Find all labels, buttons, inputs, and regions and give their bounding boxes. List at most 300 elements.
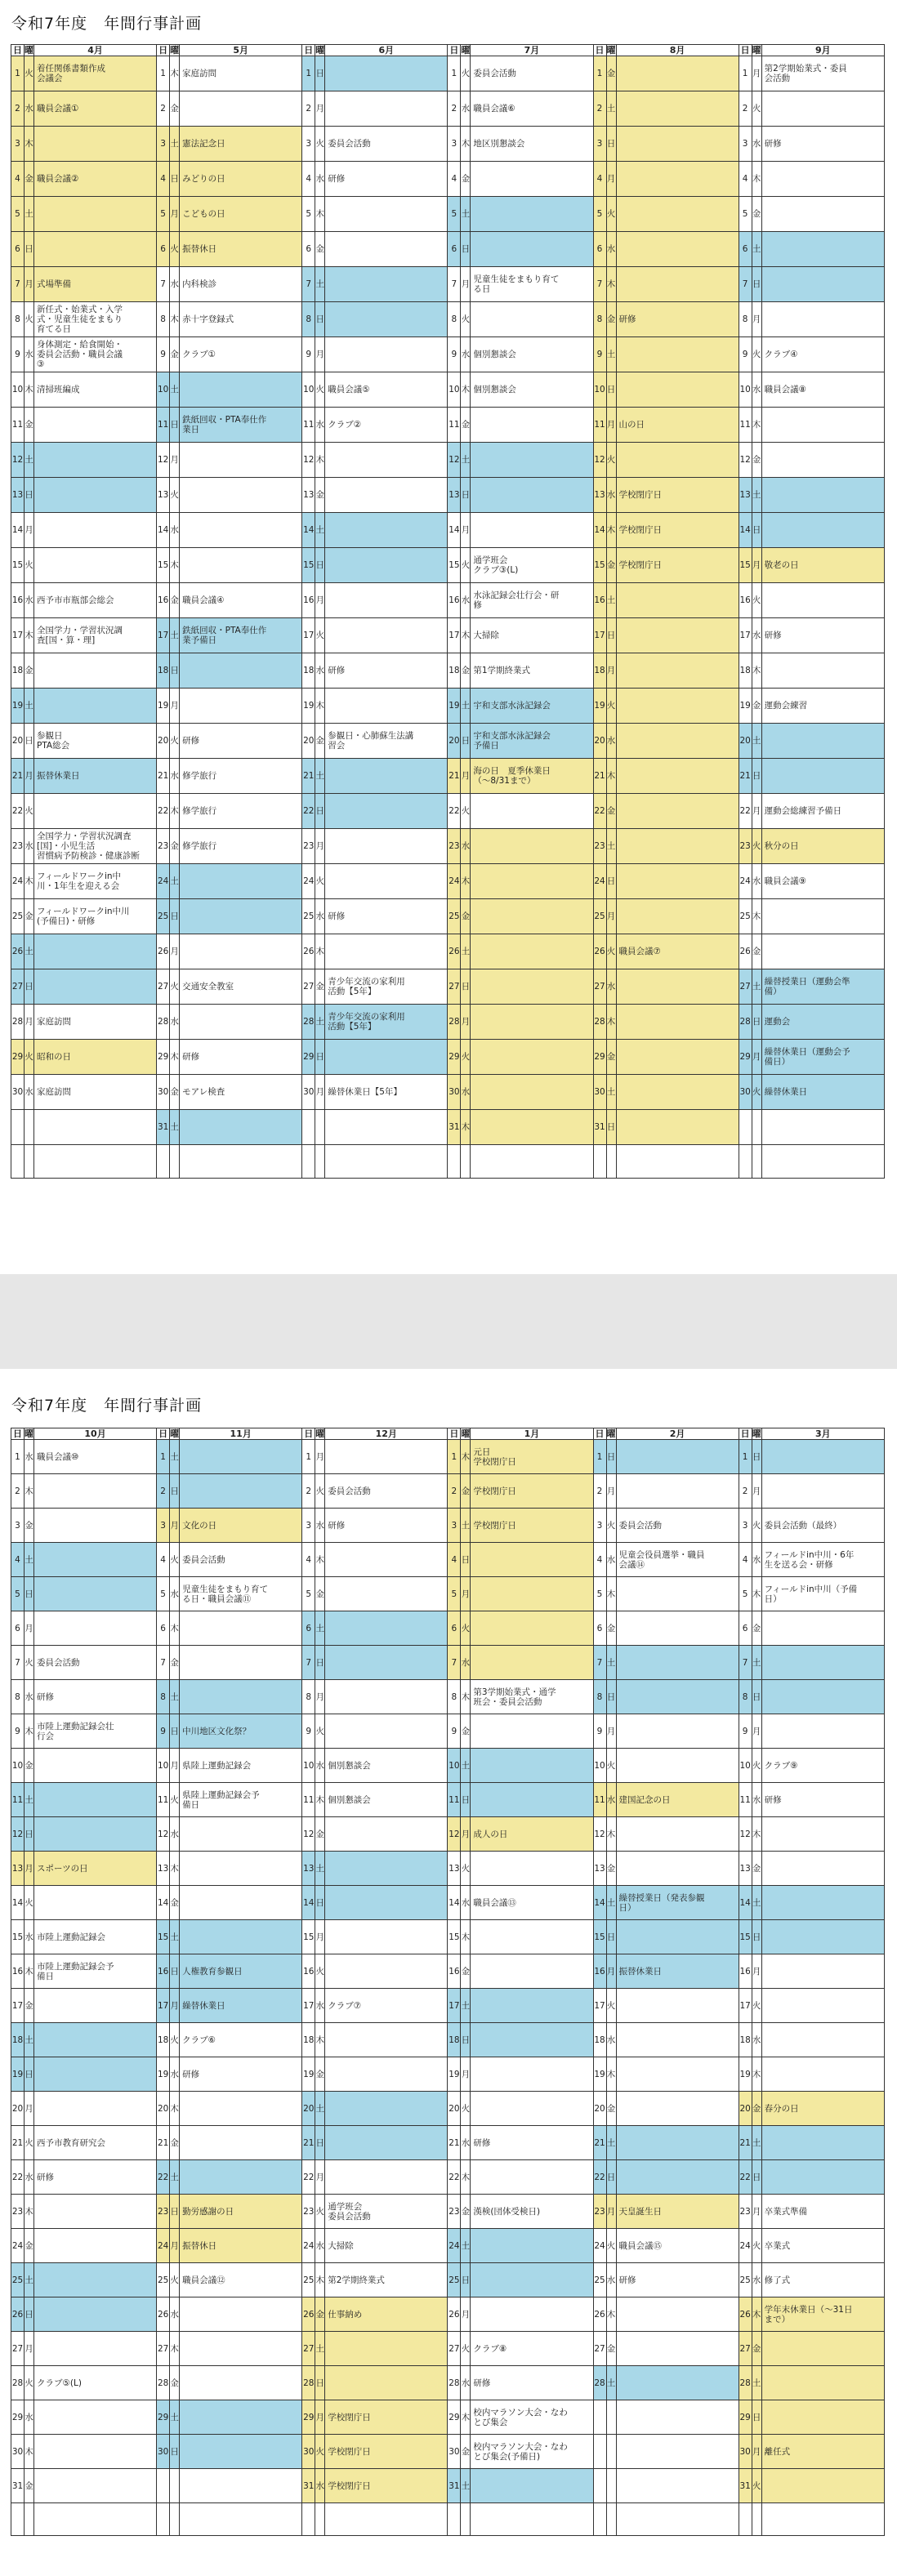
- day-number: 20: [739, 2092, 752, 2126]
- weekday-cell: 水: [752, 1783, 761, 1817]
- weekday-cell: 水: [606, 2263, 616, 2297]
- event-cell: [761, 1920, 884, 1954]
- day-number: 16: [593, 1954, 606, 1989]
- event-cell: [325, 1817, 448, 1852]
- event-cell: [761, 899, 884, 934]
- day-number: 3: [302, 127, 315, 162]
- weekday-cell: 水: [606, 1543, 616, 1577]
- event-cell: [471, 513, 593, 548]
- header-day: 日: [302, 45, 315, 56]
- weekday-cell: 金: [25, 2469, 34, 2503]
- weekday-cell: 月: [315, 337, 325, 372]
- event-cell: [616, 2160, 739, 2195]
- event-cell: [471, 1005, 593, 1040]
- day-number: 15: [739, 548, 752, 583]
- event-cell: [180, 1110, 302, 1145]
- event-cell: クラブ⑧: [471, 2332, 593, 2366]
- table-row: [11, 372, 885, 408]
- event-cell: 山の日: [616, 408, 739, 443]
- event-cell: [180, 1611, 302, 1646]
- event-cell: [761, 1817, 884, 1852]
- event-cell: [761, 478, 884, 513]
- event-cell: [616, 689, 739, 724]
- day-number: 13: [11, 1852, 25, 1886]
- weekday-cell: 月: [461, 759, 471, 794]
- event-cell: 研修: [471, 2126, 593, 2160]
- weekday-cell: 木: [606, 2057, 616, 2092]
- blank-cell: [34, 1145, 157, 1179]
- weekday-cell: 火: [752, 91, 761, 127]
- day-number: 7: [302, 1646, 315, 1680]
- table-row: [11, 759, 885, 794]
- event-cell: [616, 899, 739, 934]
- day-number: 25: [157, 2263, 170, 2297]
- blank-cell: [34, 2503, 157, 2536]
- weekday-cell: 木: [752, 899, 761, 934]
- weekday-cell: 水: [25, 1075, 34, 1110]
- weekday-cell: 土: [461, 1989, 471, 2023]
- day-number: 12: [157, 1817, 170, 1852]
- event-cell: 修了式: [761, 2263, 884, 2297]
- day-number: 25: [593, 2263, 606, 2297]
- table-row: [11, 2366, 885, 2400]
- day-number: 29: [302, 1040, 315, 1075]
- day-number: 21: [157, 759, 170, 794]
- day-number: 18: [448, 2023, 461, 2057]
- day-number: 21: [739, 759, 752, 794]
- weekday-cell: 土: [25, 197, 34, 232]
- weekday-cell: 木: [170, 302, 180, 337]
- day-number: 10: [157, 1749, 170, 1783]
- day-number: 2: [157, 91, 170, 127]
- weekday-cell: 火: [461, 2332, 471, 2366]
- event-cell: [616, 1474, 739, 1509]
- weekday-cell: 月: [170, 689, 180, 724]
- weekday-cell: 金: [25, 1509, 34, 1543]
- event-cell: [761, 759, 884, 794]
- event-cell: [761, 1440, 884, 1474]
- event-cell: [180, 2160, 302, 2195]
- day-number: 6: [593, 1611, 606, 1646]
- weekday-cell: 日: [752, 1005, 761, 1040]
- day-number: 3: [11, 1509, 25, 1543]
- event-cell: [325, 302, 448, 337]
- weekday-cell: 月: [461, 513, 471, 548]
- day-number: 29: [448, 2400, 461, 2435]
- day-number: 29: [11, 2400, 25, 2435]
- weekday-cell: 木: [461, 2400, 471, 2435]
- weekday-cell: 土: [606, 2366, 616, 2400]
- blank-cell: [180, 1145, 302, 1179]
- day-number: 9: [448, 337, 461, 372]
- weekday-cell: 月: [752, 794, 761, 829]
- weekday-cell: 金: [461, 2195, 471, 2229]
- header-weekday: 曜: [461, 44, 471, 56]
- day-number: 7: [11, 1646, 25, 1680]
- event-cell: 児童会役員選挙・職員 会議⑭: [616, 1543, 739, 1577]
- event-cell: [34, 1749, 157, 1783]
- weekday-cell: 土: [752, 1886, 761, 1920]
- weekday-cell: 水: [752, 2263, 761, 2297]
- weekday-cell: 日: [461, 232, 471, 267]
- event-cell: 繰替授業日（発表参観 日）: [616, 1886, 739, 1920]
- day-number: 17: [11, 1989, 25, 2023]
- event-cell: [616, 197, 739, 232]
- day-number: 19: [739, 2057, 752, 2092]
- weekday-cell: 火: [752, 1749, 761, 1783]
- event-cell: 振替休業日: [616, 1954, 739, 1989]
- weekday-cell: 木: [461, 1680, 471, 1714]
- event-cell: 校内マラソン大会・なわ とび集会(予備日): [471, 2435, 593, 2469]
- event-cell: [325, 232, 448, 267]
- weekday-cell: 土: [25, 443, 34, 478]
- weekday-cell: 水: [25, 583, 34, 618]
- blank-cell: [170, 2503, 180, 2536]
- day-number: 22: [157, 2160, 170, 2195]
- event-cell: [471, 1611, 593, 1646]
- event-cell: 研修: [180, 2057, 302, 2092]
- day-number: 6: [739, 1611, 752, 1646]
- table-row: [11, 2229, 885, 2263]
- event-cell: [34, 2092, 157, 2126]
- event-cell: [34, 127, 157, 162]
- table-row: [11, 1749, 885, 1783]
- day-number: 24: [11, 2229, 25, 2263]
- weekday-cell: 火: [461, 548, 471, 583]
- weekday-cell: [606, 2435, 616, 2469]
- table-row: [11, 1075, 885, 1110]
- weekday-cell: 日: [315, 56, 325, 91]
- blank-cell: [739, 1145, 752, 1179]
- event-cell: [180, 548, 302, 583]
- weekday-cell: 月: [752, 1714, 761, 1749]
- blank-cell: [302, 2503, 315, 2536]
- table-row: [11, 1577, 885, 1611]
- weekday-cell: 月: [25, 2332, 34, 2366]
- weekday-cell: 日: [606, 2160, 616, 2195]
- day-number: 27: [157, 969, 170, 1005]
- blank-cell: [761, 2503, 884, 2536]
- event-cell: [180, 1886, 302, 1920]
- weekday-cell: 日: [606, 1440, 616, 1474]
- month-header: 2月: [616, 1428, 739, 1440]
- table-row: [11, 1040, 885, 1075]
- weekday-cell: 金: [606, 2332, 616, 2366]
- day-number: 7: [739, 267, 752, 302]
- event-cell: [325, 2366, 448, 2400]
- table-row: [11, 1714, 885, 1749]
- weekday-cell: 水: [461, 583, 471, 618]
- event-cell: [34, 2023, 157, 2057]
- day-number: 5: [593, 197, 606, 232]
- weekday-cell: 木: [752, 408, 761, 443]
- weekday-cell: 月: [315, 2400, 325, 2435]
- day-number: 5: [739, 1577, 752, 1611]
- event-cell: 職員会議⑫: [180, 2263, 302, 2297]
- day-number: 22: [593, 794, 606, 829]
- event-cell: 第2学期始業式・委員 会活動: [761, 56, 884, 91]
- event-cell: 研修: [180, 1040, 302, 1075]
- event-cell: こどもの日: [180, 197, 302, 232]
- day-number: 8: [11, 1680, 25, 1714]
- day-number: 11: [11, 1783, 25, 1817]
- weekday-cell: 火: [170, 232, 180, 267]
- weekday-cell: 火: [461, 2092, 471, 2126]
- event-cell: [34, 1543, 157, 1577]
- weekday-cell: 土: [461, 197, 471, 232]
- day-number: 29: [11, 1040, 25, 1075]
- day-number: 11: [593, 408, 606, 443]
- event-cell: [471, 1783, 593, 1817]
- weekday-cell: 金: [752, 443, 761, 478]
- weekday-cell: 日: [315, 1646, 325, 1680]
- blank-cell: [25, 2503, 34, 2536]
- month-header: 8月: [616, 45, 739, 56]
- event-cell: [616, 1646, 739, 1680]
- event-cell: [34, 232, 157, 267]
- day-number: 20: [157, 2092, 170, 2126]
- header-weekday: 曜: [170, 1428, 180, 1439]
- day-number: 18: [157, 2023, 170, 2057]
- weekday-cell: 木: [170, 56, 180, 91]
- event-cell: [761, 91, 884, 127]
- weekday-cell: 火: [25, 1886, 34, 1920]
- month-header: 11月: [180, 1428, 302, 1440]
- event-cell: 個別懇談会: [471, 337, 593, 372]
- weekday-cell: 木: [461, 127, 471, 162]
- event-cell: [616, 1577, 739, 1611]
- day-number: 1: [11, 1440, 25, 1474]
- blank-cell: [180, 2503, 302, 2536]
- event-cell: [616, 337, 739, 372]
- event-cell: 青少年交流の家利用 活動【5年】: [325, 969, 448, 1005]
- event-cell: 委員会活動: [180, 1543, 302, 1577]
- event-cell: 鉄紙回収・PTA奉仕作 業予備日: [180, 618, 302, 653]
- weekday-cell: 金: [25, 408, 34, 443]
- weekday-cell: 火: [606, 689, 616, 724]
- event-cell: [34, 2297, 157, 2332]
- table-row: [11, 1920, 885, 1954]
- event-cell: [616, 1110, 739, 1145]
- event-cell: [471, 1852, 593, 1886]
- day-number: 26: [157, 934, 170, 969]
- event-cell: [180, 478, 302, 513]
- weekday-cell: 月: [752, 1474, 761, 1509]
- month-header: 7月: [471, 45, 593, 56]
- table-row: [11, 689, 885, 724]
- weekday-cell: 金: [315, 478, 325, 513]
- event-cell: [325, 2332, 448, 2366]
- month-header: 9月: [761, 45, 884, 56]
- weekday-cell: 金: [606, 1852, 616, 1886]
- weekday-cell: 水: [315, 1509, 325, 1543]
- weekday-cell: 日: [25, 969, 34, 1005]
- weekday-cell: 金: [461, 653, 471, 689]
- weekday-cell: 月: [25, 513, 34, 548]
- event-cell: [616, 1005, 739, 1040]
- table-row: [11, 724, 885, 759]
- event-cell: [616, 2057, 739, 2092]
- event-cell: [471, 794, 593, 829]
- weekday-cell: 火: [25, 1646, 34, 1680]
- weekday-cell: 木: [752, 653, 761, 689]
- weekday-cell: 水: [25, 1920, 34, 1954]
- day-number: 16: [302, 583, 315, 618]
- day-number: 3: [593, 127, 606, 162]
- event-cell: 職員会議⑧: [761, 372, 884, 408]
- weekday-cell: 水: [461, 2126, 471, 2160]
- event-cell: 児童生徒をまもり育て る日: [471, 267, 593, 302]
- event-cell: [34, 1110, 157, 1145]
- event-cell: [761, 2366, 884, 2400]
- event-cell: [34, 2400, 157, 2435]
- weekday-cell: 火: [752, 1075, 761, 1110]
- event-cell: [616, 1817, 739, 1852]
- weekday-cell: 水: [461, 1646, 471, 1680]
- event-cell: 交通安全教室: [180, 969, 302, 1005]
- weekday-cell: 月: [25, 759, 34, 794]
- weekday-cell: 日: [461, 724, 471, 759]
- weekday-cell: 水: [752, 1543, 761, 1577]
- event-cell: 全国学力・学習状況調 査[国・算・理]: [34, 618, 157, 653]
- day-number: 7: [593, 1646, 606, 1680]
- event-cell: [34, 2435, 157, 2469]
- event-cell: [325, 689, 448, 724]
- event-cell: 勤労感謝の日: [180, 2195, 302, 2229]
- event-cell: [761, 2057, 884, 2092]
- weekday-cell: 月: [752, 1040, 761, 1075]
- weekday-cell: 木: [315, 197, 325, 232]
- blank-cell: [461, 1145, 471, 1179]
- event-cell: [761, 408, 884, 443]
- day-number: 19: [157, 2057, 170, 2092]
- blank-cell: [25, 1145, 34, 1179]
- day-number: 8: [739, 1680, 752, 1714]
- weekday-cell: 土: [752, 1646, 761, 1680]
- weekday-cell: 木: [315, 2263, 325, 2297]
- table-row: [11, 2332, 885, 2366]
- weekday-cell: 木: [606, 1005, 616, 1040]
- header-day: 日: [739, 1428, 752, 1440]
- table-row: [11, 478, 885, 513]
- weekday-cell: 土: [170, 2160, 180, 2195]
- weekday-cell: 日: [606, 372, 616, 408]
- event-cell: [325, 267, 448, 302]
- weekday-cell: 木: [752, 1577, 761, 1611]
- month-header: 4月: [34, 45, 157, 56]
- day-number: 25: [11, 899, 25, 934]
- weekday-cell: 火: [315, 127, 325, 162]
- day-number: 9: [302, 337, 315, 372]
- event-cell: [325, 1543, 448, 1577]
- event-cell: [471, 478, 593, 513]
- blank-cell: [593, 1145, 606, 1179]
- weekday-cell: 火: [25, 794, 34, 829]
- event-cell: [180, 2400, 302, 2435]
- weekday-cell: 日: [170, 2435, 180, 2469]
- weekday-cell: 水: [170, 2297, 180, 2332]
- weekday-cell: 土: [752, 232, 761, 267]
- day-number: 3: [11, 127, 25, 162]
- event-cell: 研修: [325, 899, 448, 934]
- table-row: [11, 302, 885, 337]
- day-number: 21: [157, 2126, 170, 2160]
- day-number: 8: [302, 302, 315, 337]
- day-number: 14: [302, 513, 315, 548]
- day-number: 15: [448, 548, 461, 583]
- weekday-cell: 木: [25, 372, 34, 408]
- table-row: [11, 1646, 885, 1680]
- event-cell: [180, 372, 302, 408]
- weekday-cell: 日: [315, 2126, 325, 2160]
- table-row: [11, 1474, 885, 1509]
- day-number: 8: [302, 1680, 315, 1714]
- event-cell: 学年末休業日（～31日 まで）: [761, 2297, 884, 2332]
- weekday-cell: 金: [752, 197, 761, 232]
- day-number: 30: [739, 1075, 752, 1110]
- day-number: 20: [302, 724, 315, 759]
- weekday-cell: 土: [752, 2366, 761, 2400]
- event-cell: [616, 443, 739, 478]
- day-number: 5: [302, 1577, 315, 1611]
- table-row: [11, 1611, 885, 1646]
- day-number: 14: [11, 1886, 25, 1920]
- weekday-cell: 月: [752, 1954, 761, 1989]
- event-cell: 市陸上運動記録会壮 行会: [34, 1714, 157, 1749]
- event-cell: [761, 2023, 884, 2057]
- weekday-cell: 日: [752, 2400, 761, 2435]
- event-cell: [325, 478, 448, 513]
- table-row: [11, 1783, 885, 1817]
- weekday-cell: 日: [25, 478, 34, 513]
- weekday-cell: 木: [170, 1611, 180, 1646]
- table-row: [11, 91, 885, 127]
- event-cell: [471, 443, 593, 478]
- event-cell: 水泳記録会壮行会・研 修: [471, 583, 593, 618]
- event-cell: 青少年交流の家利用 活動【5年】: [325, 1005, 448, 1040]
- day-number: 12: [448, 443, 461, 478]
- weekday-cell: 火: [170, 724, 180, 759]
- day-number: 1: [448, 1440, 461, 1474]
- day-number: 6: [739, 232, 752, 267]
- table-row: [11, 2057, 885, 2092]
- day-number: 16: [739, 583, 752, 618]
- event-cell: クラブ④: [761, 337, 884, 372]
- event-cell: [761, 2160, 884, 2195]
- day-number: 17: [593, 618, 606, 653]
- weekday-cell: 日: [461, 478, 471, 513]
- event-cell: [325, 1440, 448, 1474]
- weekday-cell: 日: [752, 513, 761, 548]
- blank-cell: [761, 1145, 884, 1179]
- header-weekday: 曜: [606, 1428, 616, 1439]
- table-row: [11, 1440, 885, 1474]
- weekday-cell: 火: [25, 1040, 34, 1075]
- day-number: 18: [302, 2023, 315, 2057]
- day-number: 8: [448, 302, 461, 337]
- weekday-cell: 月: [752, 2195, 761, 2229]
- day-number: 9: [11, 337, 25, 372]
- event-cell: [616, 127, 739, 162]
- table-row: [11, 2195, 885, 2229]
- weekday-cell: 木: [606, 1577, 616, 1611]
- day-number: 5: [448, 1577, 461, 1611]
- blank-cell: [325, 2503, 448, 2536]
- table-row: [11, 1989, 885, 2023]
- event-cell: [471, 2229, 593, 2263]
- day-number: 29: [593, 1040, 606, 1075]
- event-cell: 繰替休業日: [180, 1989, 302, 2023]
